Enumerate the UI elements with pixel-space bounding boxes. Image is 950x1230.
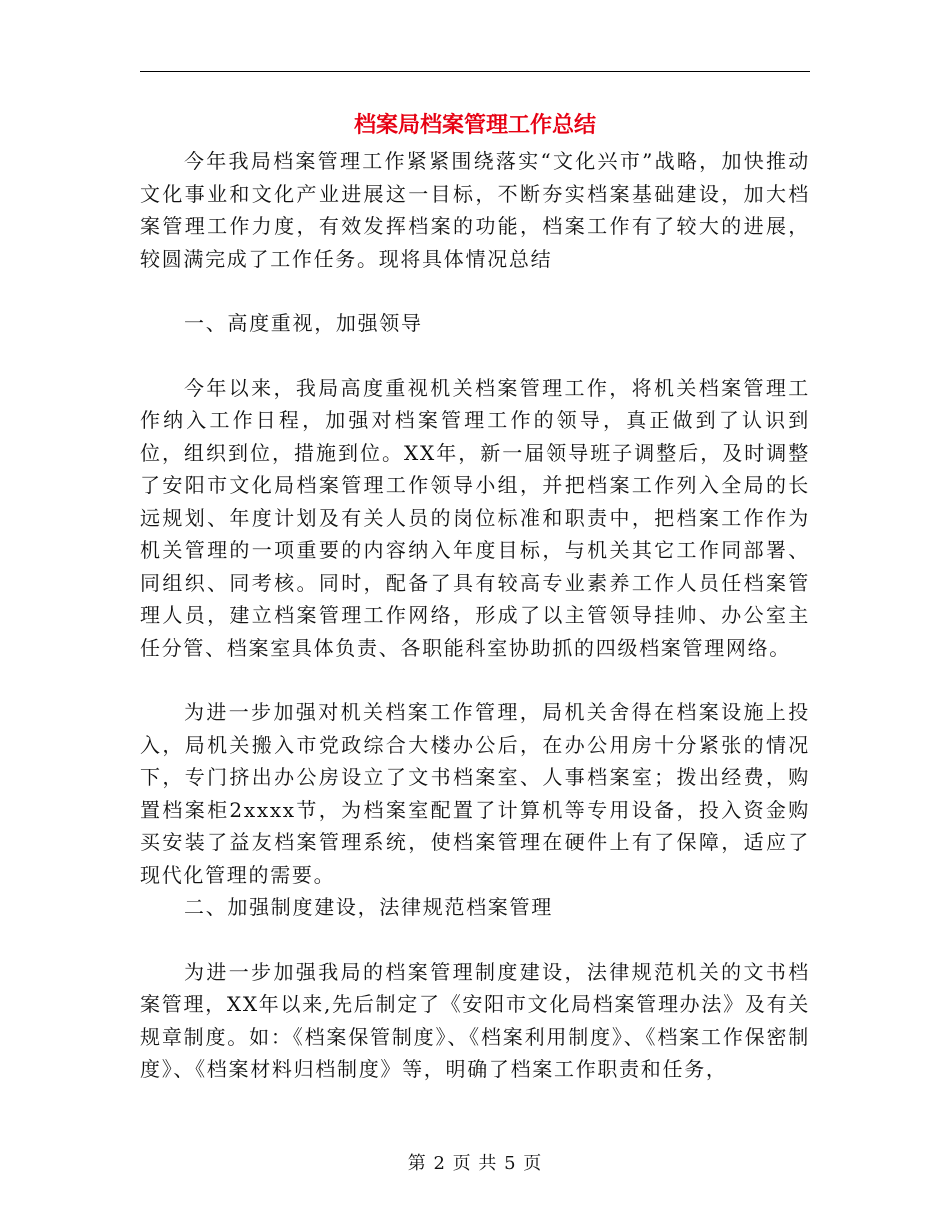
paragraph-spacer xyxy=(140,275,810,307)
paragraph-spacer xyxy=(140,924,810,956)
body-paragraph: 为进一步加强对机关档案工作管理，局机关舍得在档案设施上投入，局机关搬入市党政综合大楼办公后，在办公用房十分紧张的情况下，专门挤出办公房设立了文书档案室、人事档案室；拨出经费，购置档案柜2xxxx节，为档案室配置了计算机等专用设备，投入资金购买安装了益友档案管理系统，使档案管理在硬件上有了保障，适应了现代化管理的需要。 xyxy=(140,700,810,887)
header-rule xyxy=(140,71,810,72)
page-number: 第 2 页 共 5 页 xyxy=(407,1153,543,1174)
body-paragraph: 为进一步加强我局的档案管理制度建设，法律规范机关的文书档案管理，XX年以来,先后制定了《安阳市文化局档案管理办法》及有关规章制度。如：《档案保管制度》、《档案利用制度》、《档案工作保密制度》、《档案材料归档制度》等，明确了档案工作职责和任务， xyxy=(140,959,810,1081)
section-heading-2: 二、加强制度建设，法律规范档案管理 xyxy=(184,895,553,919)
body-paragraph: 今年以来，我局高度重视机关档案管理工作，将机关档案管理工作纳入工作日程，加强对档案管理工作的领导，真正做到了认识到位，组织到位，措施到位。XX年，新一届领导班子调整后，及时调整了安阳市文化局档案管理工作领导小组，并把档案工作列入全局的长远规划、年度计划及有关人员的岗位标准和职责中，把档案工作作为机关管理的一项重要的内容纳入年度目标，与机关其它工作同部署、同组织、同考核。同时，配备了具有较高专业素养工作人员任档案管理人员，建立档案管理工作网络，形成了以主管领导挂帅、办公室主任分管、档案室具体负责、各职能科室协助抓的四级档案管理网络。 xyxy=(140,375,810,660)
intro-paragraph: 今年我局档案管理工作紧紧围绕落实“文化兴市”战略，加快推动文化事业和文化产业进展这一目标，不断夯实档案基础建设，加大档案管理工作力度，有效发挥档案的功能，档案工作有了较大的进展，较圆满完成了工作任务。现将具体情况总结 xyxy=(140,149,810,271)
document-body xyxy=(140,145,810,1086)
section-heading-1: 一、高度重视，加强领导 xyxy=(184,311,423,335)
paragraph-spacer xyxy=(140,340,810,372)
paragraph-spacer xyxy=(140,664,810,696)
document-title: 档案局档案管理工作总结 xyxy=(353,113,596,138)
